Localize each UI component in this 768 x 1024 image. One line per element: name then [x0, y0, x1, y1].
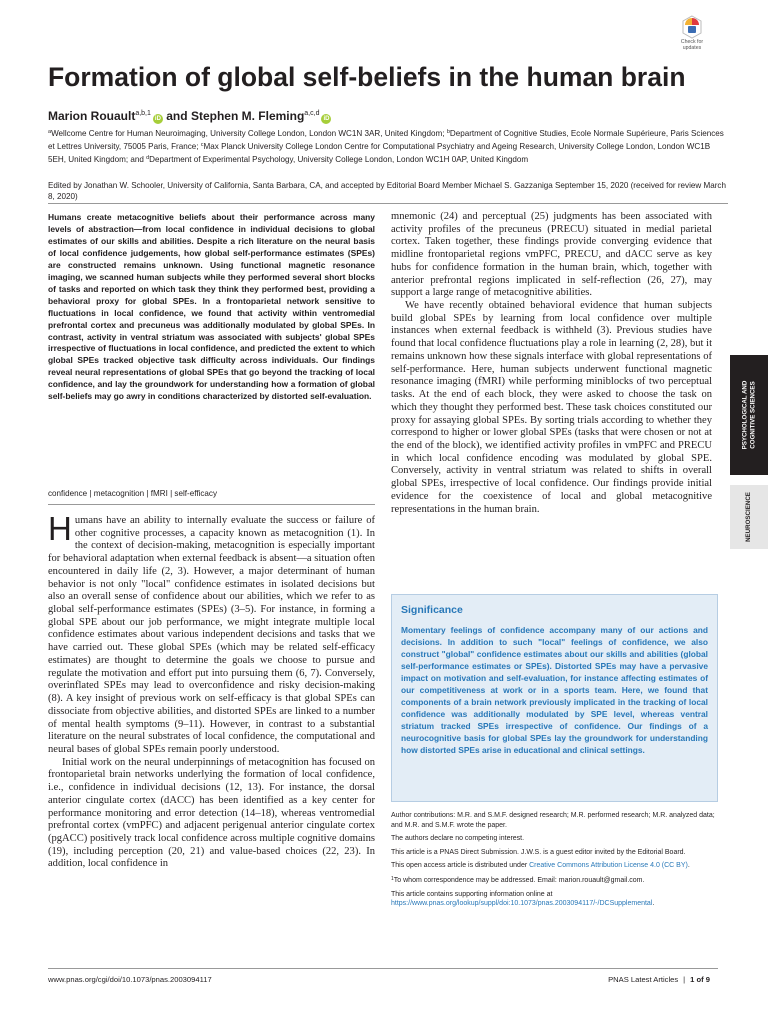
affiliation-text: Max Planck University College London Centre for Computational Psychiatry and Ageing Research, University College London, London WC1B 5EH, United Kingdom; and: [48, 141, 711, 164]
affiliation-text: Department of Experimental Psychology, University College London, London WC1H 0AP, United Kingdom: [149, 154, 529, 164]
author-connector: and: [166, 109, 188, 123]
affiliation-marker: b: [446, 129, 450, 135]
header-divider: [48, 203, 728, 204]
body-left-column: [48, 510, 375, 871]
author-line: [48, 106, 728, 124]
section-tab-label: NEUROSCIENCE: [745, 492, 753, 542]
supplemental-suffix: .: [652, 900, 655, 908]
correspondence-text: To whom correspondence may be addressed. Email: marion.rouault@gmail.com.: [393, 876, 645, 884]
affiliation-marker: c: [200, 141, 204, 148]
license-link[interactable]: Creative Commons Attribution License 4.0 (CC BY): [529, 862, 688, 870]
correspondence-marker: 1: [391, 875, 394, 882]
open-access-suffix: .: [687, 862, 690, 870]
author-affiliation-sup: a,c,d: [304, 110, 320, 117]
affiliation-marker: d: [146, 154, 150, 161]
body-paragraph: mnemonic (24) and perceptual (25) judgments has been associated with activity profiles of the precuneus (PRECU) situated in medial parietal cortex. Taken together, these findings provide converging evidence that midline frontoparietal regions vmPFC, PRECU, and dACC serve as key hubs for confidence formation in the human brain, which, together with anterior prefrontal regions implicated in self-reflection (26, 27), may support a large range of metacognitive abilities.: [391, 211, 712, 299]
keywords: confidence | metacognition | fMRI | self-efficacy: [48, 489, 218, 498]
page-number: 1 of 9: [690, 975, 710, 984]
affiliation-marker: a: [48, 129, 52, 135]
body-paragraph: Initial work on the neural underpinnings of metacognition has focused on frontoparietal brain networks underlying the formation of local confidence, i.e., confidence in individual decisions (12, 13). For instance, the dorsal anterior cingulate cortex (dACC) has been identified as a key center for performance monitoring and error detection (14–18), whereas ventromedial prefrontal cortex (vmPFC) and adjacent perigenual anterior cingulate cortex (pgACC) positively track local confidence across multiple cognitive domains (19), including perception (20, 21) and value-based choices (22, 23). In addition, local confidence in: [48, 756, 375, 870]
author-name[interactable]: Stephen M. Fleming: [190, 109, 305, 123]
check-for-updates-badge[interactable]: [673, 15, 711, 55]
open-access-text: This open access article is distributed under: [391, 862, 530, 870]
supplemental-link[interactable]: https://www.pnas.org/lookup/suppl/doi:10.1073/pnas.2003094117/-/DCSupplemental: [391, 900, 653, 908]
author-contributions: Author contributions: M.R. and S.M.F. designed research; M.R. performed research; M.R. analyzed data; and M.R. and S.M.F. wrote the paper.: [391, 812, 715, 829]
article-notes: [391, 811, 718, 913]
affiliation-text: Department of Cognitive Studies, Ecole Normale Supérieure, Paris Sciences et Lettres University, 75005 Paris, France;: [48, 129, 724, 151]
editorial-note: Edited by Jonathan W. Schooler, University of California, Santa Barbara, CA, and accepted by Editorial Board Member Michael S. Gazzaniga September 15, 2020 (received for review March 8, 2020): [48, 181, 726, 201]
body-paragraph: We have recently obtained behavioral evidence that human subjects build global SPEs by learning from local confidence over multiple instances when external feedback is withheld (3). Previous studies have found that local confidence fluctuations play a role in learning (2, 28), but it remains unknown how these signals interface with global representations of self-performance. Here, human subjects underwent functional magnetic resonance imaging (fMRI) while performing miniblocks of two perceptual tasks. At the end of each block, they were asked to choose the task on which they thought they performed best. These task choices constituted our proxy for assaying global SPEs. By sorting trials according to whether they correspond to higher or lower global SPEs (tasks that were chosen or not at the end of the block), we identified activity profiles in vmPFC and PRECU in which local confidence encoding was modulated by global SPE. Conversely, activity in ventral striatum was related to shifts in overall global SPEs, irrespective of local confidence. Our findings provide initial evidence for the coexistence of local and global metacognitive representations in the human brain.: [391, 300, 712, 515]
doi-url[interactable]: www.pnas.org/cgi/doi/10.1073/pnas.2003094117: [48, 975, 212, 984]
orcid-icon[interactable]: iD: [154, 116, 161, 122]
section-tab-neuroscience[interactable]: [730, 485, 768, 549]
paragraph-text: umans have an ability to internally evaluate the success or failure of other cognitive processes, a capacity known as metacognition (1). In the context of decision-making, metacognition is especially important for behavioral adaptation when external feedback is absent—a situation often encountered in daily life (2, 3). However, a major determinant of human behavior is not only "local" confidence estimates in isolated decisions but also an overall sense of confidence about our abilities, which we refer to as global self-performance estimates (SPEs) (3–5). For instance, in forming a global SPE about our job performance, we might integrate multiple local confidence estimates about various independent decisions and tasks that we have carried out. These global SPEs (which may be related self-efficacy estimates) are thought to determine the goals we choose to pursue and regulate the motivation and effort put into pursuing them (6, 7). Conversely, overinflated SPEs may lead to overconfidence and risky decision-making (8). A key insight of previous work on self-efficacy is that global SPEs can dissociate from objective abilities, and distorted SPEs are linked to a number of mental health symptoms (9–11). However, in contrast to a substantial literature on the neural substrates of local confidence, the computational and neural bases of global SPEs remain poorly understood.: [48, 515, 375, 755]
orcid-icon[interactable]: iD: [323, 116, 330, 122]
footer-separator: |: [683, 975, 686, 984]
drop-cap: H: [48, 510, 72, 547]
author-affiliation-sup: a,b,1: [135, 110, 151, 117]
footer-journal: [608, 975, 710, 984]
body-paragraph: [48, 510, 375, 757]
affiliation-text: Wellcome Centre for Human Neuroimaging, University College London, London WC1N 3AR, United Kingdom;: [51, 129, 447, 138]
supplemental-text: This article contains supporting information online at: [391, 890, 553, 898]
correspondence-note: [391, 875, 718, 886]
journal-name: PNAS Latest Articles: [608, 975, 679, 984]
check-for-updates-icon: [681, 15, 703, 39]
body-right-column: [391, 211, 712, 516]
submission-note: This article is a PNAS Direct Submission. J.W.S. is a guest editor invited by the Editorial Board.: [391, 848, 686, 856]
check-for-updates-label: Check for updates: [680, 39, 704, 51]
significance-text: Momentary feelings of confidence accompany many of our actions and decisions. In addition to such "local" feelings of confidence, we also construct "global" confidence estimates about our skills and abilities (global self-performance estimates or SPEs). Distorted SPEs may have a pervasive impact on motivation and self-evaluation, for instance affecting estimates of our competitiveness at work or in a sports team. Here, we found that components of a brain network previously implicated in the tracking of local confidence was additionally modulated by SPE level, whereas ventral striatum tracked SPEs irrespective of confidence. Our findings of a neurocognitive basis for global SPEs lay the groundwork for understanding how distorted SPEs arise in educational and clinical settings.: [401, 625, 708, 755]
competing-interests: The authors declare no competing interest.: [391, 835, 525, 843]
footer-divider: [48, 968, 718, 969]
significance-box: [391, 594, 718, 802]
open-access-note: [391, 861, 718, 871]
section-tab-psychological[interactable]: [730, 355, 768, 475]
significance-title: Significance: [401, 604, 463, 616]
supplemental-note: [391, 890, 718, 909]
abstract-divider: [48, 504, 375, 505]
author-name[interactable]: Marion Rouault: [48, 109, 136, 123]
article-title: Formation of global self-beliefs in the human brain: [48, 62, 686, 92]
abstract: Humans create metacognitive beliefs about their performance across many levels of abstraction—from local confidence in individual decisions to global estimates of our skills and abilities. Despite a rich literature on the neural basis of local confidence judgements, how global self-performance estimates (SPEs) are constructed remains unknown. Using functional magnetic resonance imaging, we scanned human subjects while they performed several short blocks of tasks and reported on which task they think they performed best, providing a behavioral proxy for global SPEs. In a frontoparietal network sensitive to fluctuations in local confidence, we found that activity within ventromedial prefrontal cortex and precuneus was additionally modulated by global SPEs. In contrast, activity in ventral striatum was associated with subjects' global SPEs irrespective of fluctuations in local confidence, and predicted the extent to which global SPEs tracked objective task difficulty across individuals. Our findings reveal neural representations of global SPEs that go beyond the tracking of local confidence, and lay the groundwork for understanding how a formation of global self-beliefs may go awry in conditions characterized by distorted self-evaluation.: [48, 212, 375, 402]
section-tab-label: PSYCHOLOGICAL AND COGNITIVE SCIENCES: [741, 380, 756, 450]
affiliations: [48, 127, 728, 165]
